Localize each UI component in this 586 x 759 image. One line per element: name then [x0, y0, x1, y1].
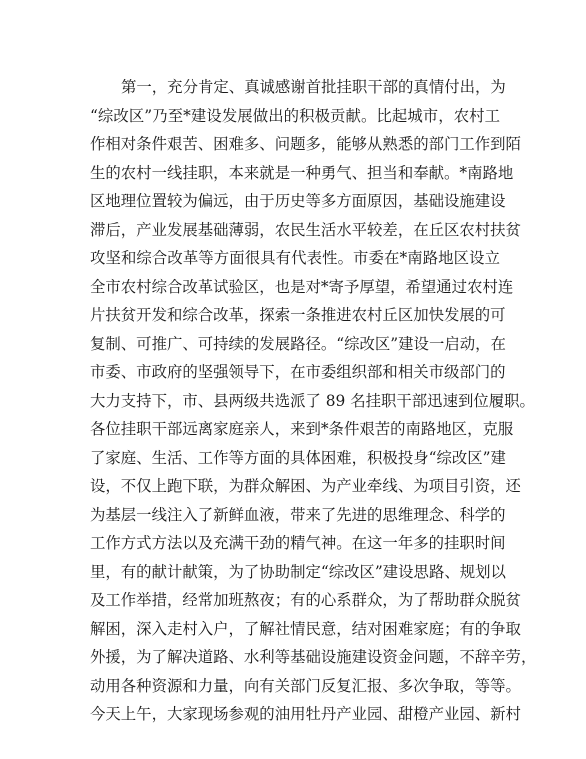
text-line: 生的农村一线挂职，本来就是一种勇气、担当和奉献。*南路地 — [90, 163, 514, 182]
text-line: 动用各种资源和力量，向有关部门反复汇报、多次争取，等等。 — [90, 676, 521, 695]
text-line: 解困，深入走村入户，了解社情民意，结对困难家庭；有的争取 — [90, 619, 521, 638]
text-line: 滞后，产业发展基础薄弱，农民生活水平较差，在丘区农村扶贫 — [90, 220, 521, 239]
text-line: 片扶贫开发和综合改革，探索一条推进农村丘区加快发展的可 — [90, 306, 506, 324]
text-line: 第一，充分肯定、真诚感谢首批挂职干部的真情付出，为 — [121, 78, 506, 96]
text-line: 工作方式方法以及充满干劲的精气神。在这一年多的挂职时间 — [90, 534, 506, 552]
text-line: 为基层一线注入了新鲜血液，带来了先进的思维理念、科学的 — [90, 505, 506, 524]
body-paragraph — [90, 73, 537, 729]
text-line: 攻坚和综合改革等方面很具有代表性。市委在*南路地区设立 — [90, 249, 500, 267]
text-line: “综改区”乃至*建设发展做出的积极贡献。比起城市，农村工 — [90, 106, 500, 125]
text-line: 各位挂职干部远离家庭亲人，来到*条件艰苦的南路地区，克服 — [90, 420, 514, 438]
text-line: 复制、可推广、可持续的发展路径。“综改区”建设一启动，在 — [90, 334, 506, 353]
text-line: 今天上午，大家现场参观的油用牡丹产业园、甜橙产业园、新村 — [90, 705, 521, 723]
text-line: 了家庭、生活、工作等方面的具体困难，积极投身“综改区”建 — [90, 448, 506, 467]
text-line: 作相对条件艰苦、困难多、问题多，能够从熟悉的部门工作到陌 — [90, 135, 521, 153]
text-line: 设，不仅上跑下联，为群众解困、为产业牵线、为项目引资，还 — [90, 477, 521, 495]
text-line: 及工作举措，经常加班熬夜；有的心系群众，为了帮助群众脱贫 — [90, 591, 521, 609]
text-line: 外援，为了解决道路、水利等基础设施建设资金问题，不辞辛劳， — [90, 648, 537, 666]
text-line: 市委、市政府的坚强领导下，在市委组织部和相关市级部门的 — [90, 363, 506, 381]
text-line: 大力支持下，市、县两级共选派了 89 名挂职干部迅速到位履职。 — [90, 391, 535, 410]
text-line: 全市农村综合改革试验区，也是对*寄予厚望，希望通过农村连 — [90, 277, 514, 296]
text-line: 里，有的献计献策，为了协助制定“综改区”建设思路、规划以 — [90, 562, 506, 581]
text-line: 区地理位置较为偏远，由于历史等多方面原因，基础设施建设 — [90, 192, 506, 210]
